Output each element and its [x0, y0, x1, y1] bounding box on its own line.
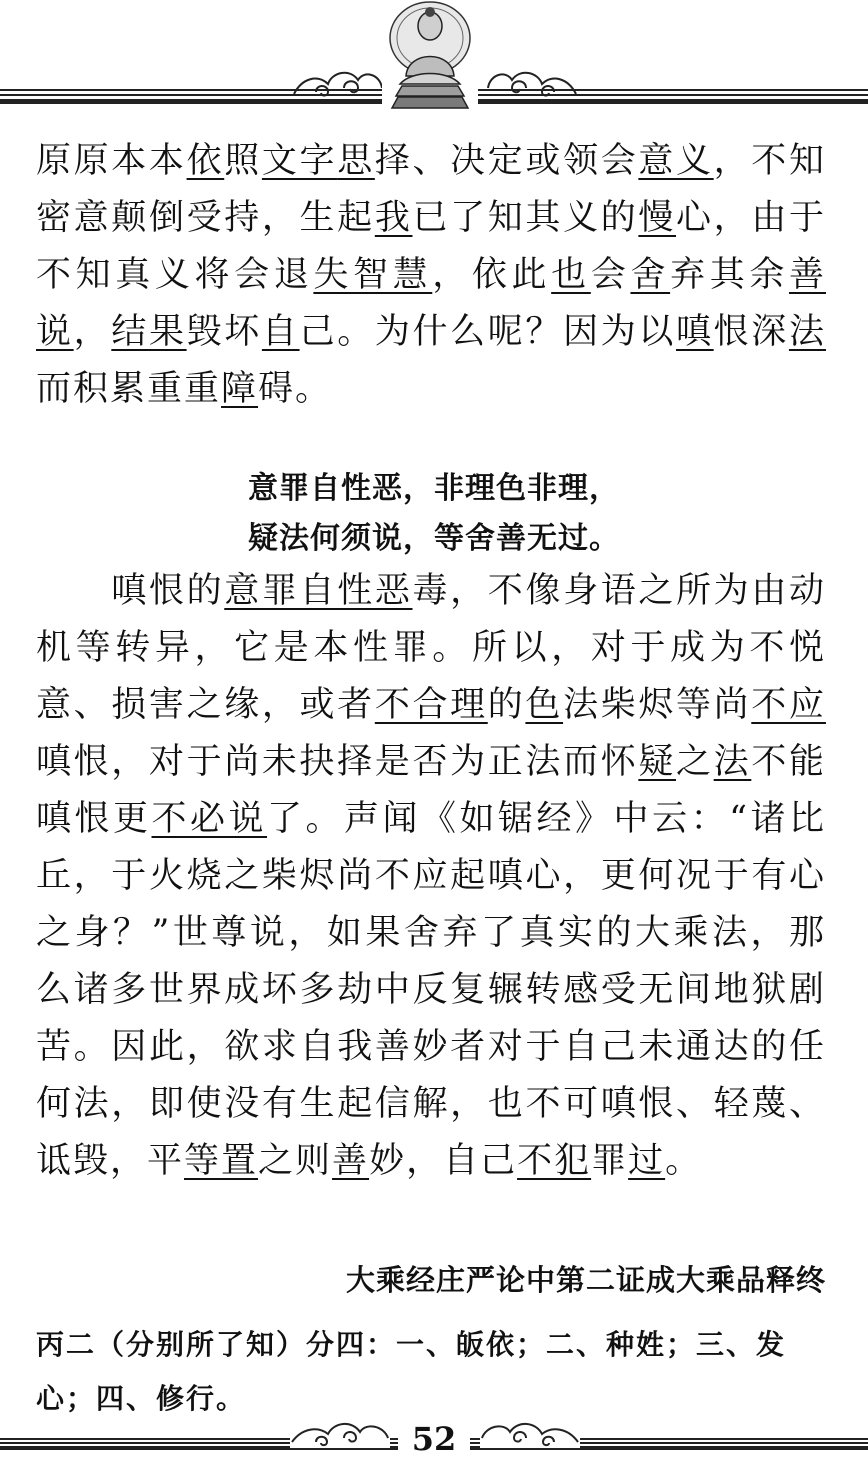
underlined-text: 思 [337, 141, 375, 181]
underlined-text: 意义 [638, 141, 714, 181]
text-run: 妙，自己 [369, 1141, 518, 1181]
text-run: ，不知密意颠倒受持，生起 [36, 141, 826, 238]
underlined-text: 失智慧 [313, 255, 433, 295]
text-run: 择、决定或领会 [374, 141, 639, 181]
underlined-text: 舍 [630, 255, 671, 295]
text-run: ， [73, 312, 112, 352]
underlined-text: 善 [332, 1141, 370, 1181]
text-run: 而积累重重 [36, 369, 222, 409]
cloud-ornament-icon [292, 64, 384, 100]
buddha-icon [382, 0, 478, 112]
underlined-text: 自 [261, 312, 300, 352]
text-run: 嗔恨的 [36, 571, 225, 611]
underlined-text: 慢 [638, 198, 677, 238]
underlined-text: 我 [374, 198, 413, 238]
text-run: 碍。 [258, 369, 333, 409]
text-run: 法柴烬等尚 [563, 685, 752, 725]
chapter-closing-line: 大乘经庄严论中第二证成大乘品释终 [345, 1263, 826, 1297]
page-number [0, 1420, 868, 1458]
verse-line-1: 意罪自性恶，非理色非理， [248, 471, 620, 506]
underlined-text: 法 [713, 742, 752, 782]
text-run: 照 [224, 141, 262, 181]
underlined-text: 过 [628, 1141, 666, 1181]
underlined-text: 不犯 [517, 1141, 592, 1181]
text-run: 弃其余 [670, 255, 789, 295]
underlined-text: 依 [186, 141, 225, 181]
text-run: 嗔恨，对于尚未抉择是否为正法而怀 [36, 742, 639, 782]
section-outline: 丙二（分别所了知）分四：一、皈依；二、种姓；三、发心；四、修行。 [36, 1328, 787, 1415]
body-paragraph-2 [36, 563, 826, 1190]
underlined-text: 嗔 [676, 312, 714, 352]
text-run: 原原本本 [36, 141, 187, 181]
underlined-text: 也 [551, 255, 591, 295]
text-run: 恨深 [713, 312, 789, 352]
body-paragraph-1 [36, 133, 826, 418]
underlined-text: 障 [221, 369, 259, 409]
text-run: 不能嗔恨更 [36, 742, 826, 839]
page-number-text: 52 [398, 1420, 471, 1458]
underlined-text: 文字 [261, 141, 338, 181]
text-run: 的 [487, 685, 526, 725]
text-run: 己。为什么呢？因为以 [299, 312, 676, 352]
verse-line-2: 疑法何须说，等舍善无过。 [248, 521, 620, 556]
text-run: 罪 [591, 1141, 629, 1181]
text-run: 会 [590, 255, 631, 295]
underlined-text: 结果 [111, 312, 187, 352]
text-run: 毁坏 [186, 312, 262, 352]
text-run: ，依此 [432, 255, 552, 295]
text-run: 了。声闻《如锯经》中云：“诸比丘，于火烧之柴烬尚不应起嗔心，更何况于有心之身？”世尊说，如果舍弃了真实的大乘法，那么诸多世界成坏多劫中反复辗转感受无间地狱剧苦。因此，欲求自我善妙者对于自己未通达的任何法，即使没有生起信解，也不可嗔恨、轻蔑、诋毁，平 [36, 799, 826, 1181]
cloud-ornament-icon [486, 64, 578, 100]
underlined-text: 意罪自性恶 [224, 571, 413, 611]
underlined-text: 等置 [184, 1141, 259, 1181]
text-run: 心，由于不知真义将会退 [36, 198, 826, 295]
underlined-text: 法 [788, 312, 826, 352]
underlined-text: 不必说 [151, 799, 268, 839]
text-run: 毒，不像身语之所为由动机等转异，它是本性罪。所以，对于成为不悦意、损害之缘，或者 [36, 571, 826, 725]
underlined-text: 善说 [36, 255, 826, 352]
underlined-text: 不应 [751, 685, 826, 725]
text-run: 之 [676, 742, 714, 782]
underlined-text: 不合理 [374, 685, 488, 725]
text-run: 。 [665, 1141, 703, 1181]
underlined-text: 疑 [638, 742, 676, 782]
text-run: 已了知其义的 [412, 198, 639, 238]
underlined-text: 色 [525, 685, 564, 725]
text-run: 之则 [258, 1141, 333, 1181]
